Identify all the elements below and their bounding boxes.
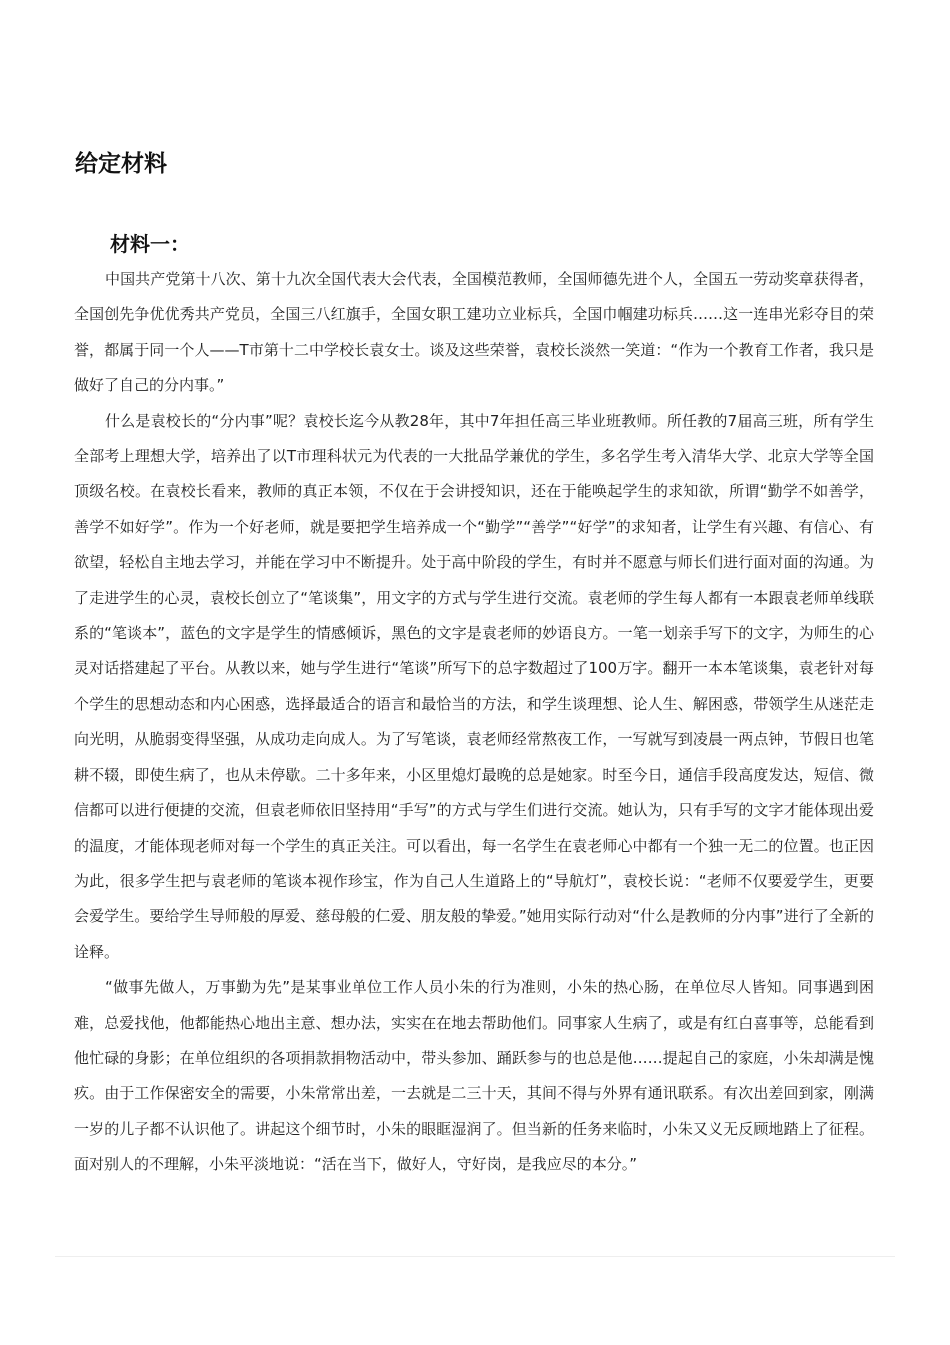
paragraph-duty: 什么是袁校长的“分内事”呢？袁校长迄今从教28年，其中7年担任高三毕业班教师。所任教的7届高三班，所有学生全部考上理想大学，培养出了以T市理科状元为代表的一大批品学兼优的学生，多名学生考入清华大学、北京大学等全国顶级名校。在袁校长看来，教师的真正本领，不仅在于会讲授知识，还在于能唤起学生的求知欲，所谓“勤学不如善学，善学不如好学”。作为一个好老师，就是要把学生培养成一个“勤学”“善学”“好学”的求知者，让学生有兴趣、有信心、有欲望，轻松自主地去学习，并能在学习中不断提升。处于高中阶段的学生，有时并不愿意与师长们进行面对面的沟通。为了走进学生的心灵，袁校长创立了“笔谈集”，用文字的方式与学生进行交流。袁老师的学生每人都有一本跟袁老师单线联系的“笔谈本”，蓝色的文字是学生的情感倾诉，黑色的文字是袁老师的妙语良方。一笔一划亲手写下的文字，为师生的心灵对话搭建起了平台。从教以来，她与学生进行“笔谈”所写下的总字数超过了100万字。翻开一本本笔谈集，袁老针对每个学生的思想动态和内心困惑，选择最适合的语言和最恰当的方法，和学生谈理想、论人生、解困惑，带领学生从迷茫走向光明，从脆弱变得坚强，从成功走向成人。为了写笔谈，袁老师经常熬夜工作，一写就写到凌晨一两点钟，节假日也笔耕不辍，即使生病了，也从未停歇。二十多年来，小区里熄灯最晚的总是她家。时至今日，通信手段高度发达，短信、微信都可以进行便捷的交流，但袁老师依旧坚持用“手写”的方式与学生们进行交流。她认为，只有手写的文字才能体现出爱的温度，才能体现老师对每一个学生的真正关注。可以看出，每一名学生在袁老师心中都有一个独一无二的位置。也正因为此，很多学生把与袁老师的笔谈本视作珍宝，作为自己人生道路上的“导航灯”，袁校长说：“老师不仅要爱学生，更要会爱学生。要给学生导师般的厚爱、慈母般的仁爱、朋友般的挚爱。”她用实际行动对“什么是教师的分内事”进行了全新的诠释。 xyxy=(74,411,874,961)
material-heading: 材料一： xyxy=(110,232,190,256)
page-divider xyxy=(55,1256,895,1257)
material-body xyxy=(74,262,874,1183)
section-title: 给定材料 xyxy=(75,151,167,177)
paragraph-honors: 中国共产党第十八次、第十九次全国代表大会代表，全国模范教师，全国师德先进个人，全国五一劳动奖章获得者，全国创先争优优秀共产党员，全国三八红旗手，全国女职工建功立业标兵，全国巾帼建功标兵……这一连串光彩夺目的荣誉，都属于同一个人——T市第十二中学校长袁女士。谈及这些荣誉，袁校长淡然一笑道：“作为一个教育工作者，我只是做好了自己的分内事。” xyxy=(74,270,874,395)
paragraph-xiaozhu: “做事先做人，万事勤为先”是某事业单位工作人员小朱的行为准则，小朱的热心肠，在单位尽人皆知。同事遇到困难，总爱找他，他都能热心地出主意、想办法，实实在在地去帮助他们。同事家人生病了，或是有红白喜事等，总能看到他忙碌的身影；在单位组织的各项捐款捐物活动中，带头参加、踊跃参与的也总是他……提起自己的家庭，小朱却满是愧疚。由于工作保密安全的需要，小朱常常出差，一去就是二三十天，其间不得与外界有通讯联系。有次出差回到家，刚满一岁的儿子都不认识他了。讲起这个细节时，小朱的眼眶湿润了。但当新的任务来临时，小朱又义无反顾地踏上了征程。面对别人的不理解，小朱平淡地说：“活在当下，做好人，守好岗，是我应尽的本分。” xyxy=(74,978,874,1174)
